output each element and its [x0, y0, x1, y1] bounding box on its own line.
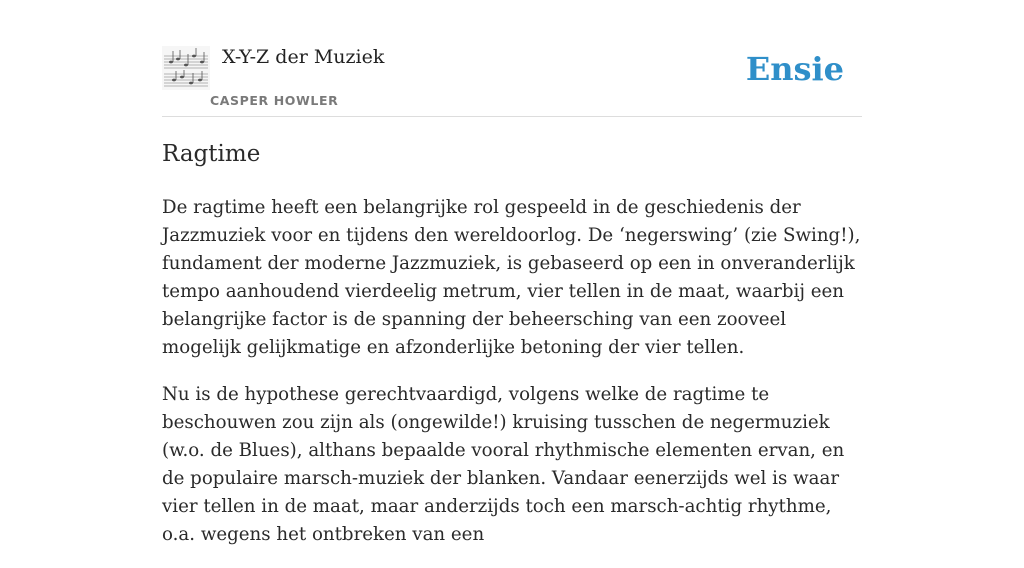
entry-title: Ragtime [162, 141, 261, 167]
ensie-logo[interactable]: Ensie [745, 50, 844, 88]
entry-content [162, 138, 862, 568]
author-name[interactable]: CASPER HOWLER [210, 93, 339, 108]
entry-paragraph-1: De ragtime heeft een belangrijke rol gespeeld in de geschiedenis der Jazzmuziek voor en tijdens den wereldoorlog. De ‘negerswing’ (zie Swing!), fundament der moderne Jazzmuziek, is gebaseerd op een in onveranderlijk tempo aanhoudend vierdeelig metrum, vier tellen in de maat, waarbij een belangrijke factor is de spanning der beheersching van een zooveel mogelijk gelijkmatige en afzonderlijke betoning der vier tellen. [162, 197, 861, 358]
sheet-music-icon[interactable] [162, 46, 210, 90]
book-title[interactable]: X-Y-Z der Muziek [222, 46, 385, 68]
entry-paragraph-2: Nu is de hypothese gerechtvaardigd, volgens welke de ragtime te beschouwen zou zijn als (ongewilde!) kruising tusschen de negermuziek (w.o. de Blues), althans bepaalde vooral rhythmische elementen ervan, en de populaire marsch-muziek der blanken. Vandaar eenerzijds wel is waar vier tellen in de maat, maar anderzijds toch een marsch-achtig rhythme, o.a. wegens het ontbreken van een [162, 384, 845, 545]
book-header [162, 40, 862, 117]
